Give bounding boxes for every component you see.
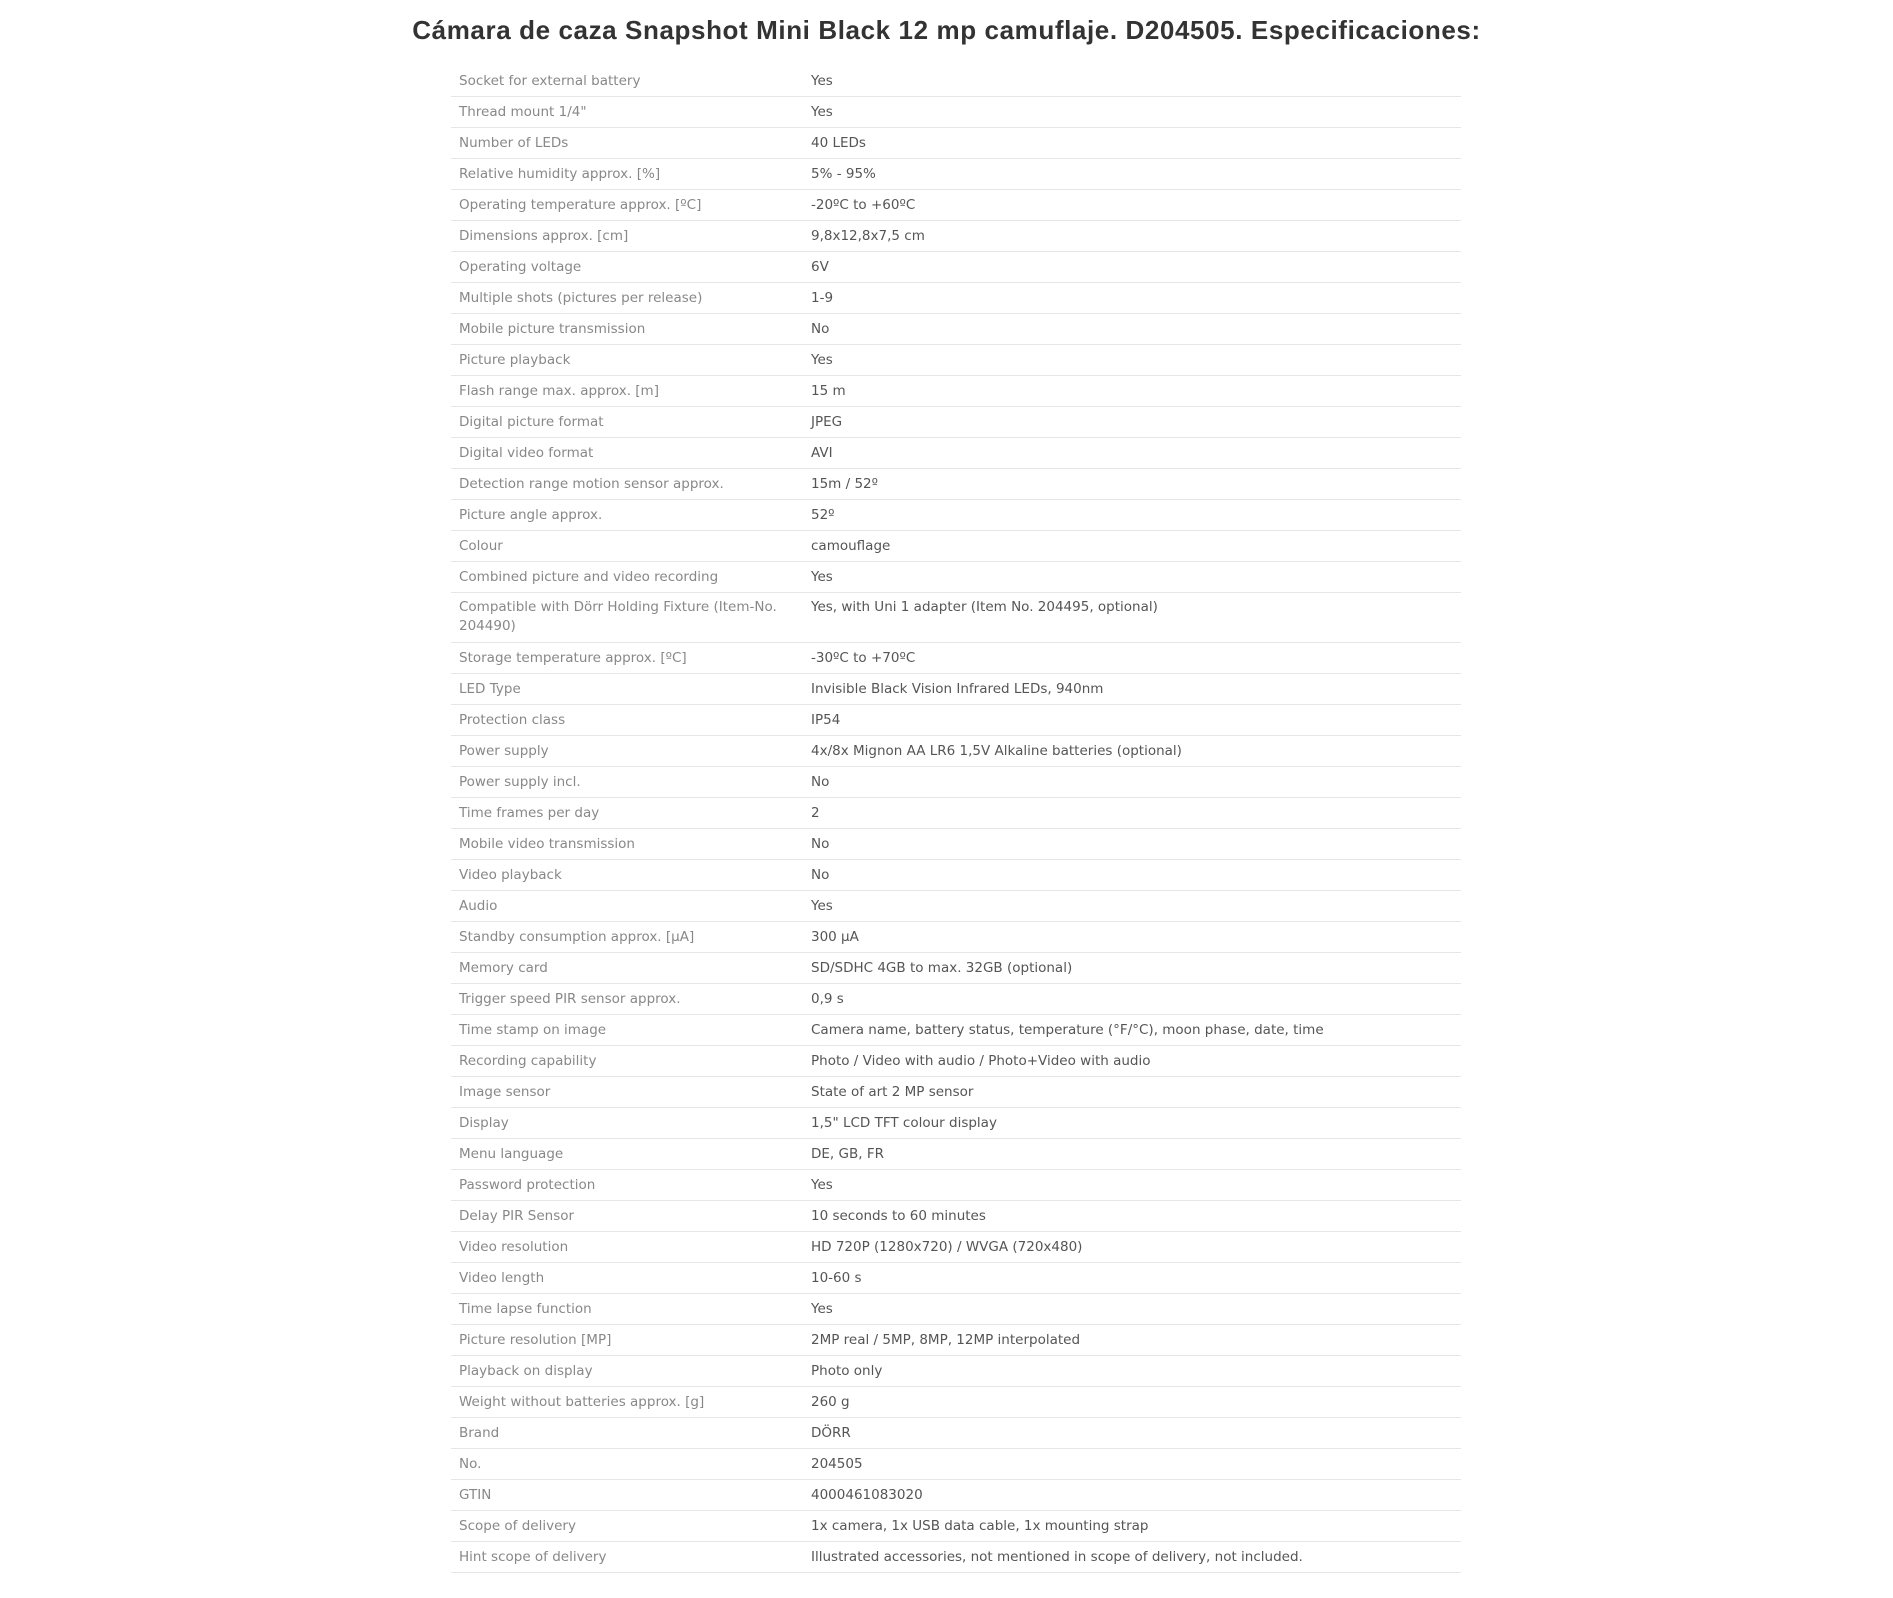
spec-row	[451, 1170, 1461, 1201]
spec-row	[451, 1325, 1461, 1356]
spec-row	[451, 705, 1461, 736]
spec-row	[451, 1139, 1461, 1170]
spec-value: 1x camera, 1x USB data cable, 1x mounting strap	[803, 1511, 1461, 1542]
spec-value: State of art 2 MP sensor	[803, 1077, 1461, 1108]
spec-row	[451, 953, 1461, 984]
spec-value: 2	[803, 798, 1461, 829]
spec-value: No	[803, 860, 1461, 891]
spec-value: 1-9	[803, 283, 1461, 314]
spec-value: Invisible Black Vision Infrared LEDs, 940nm	[803, 674, 1461, 705]
spec-row	[451, 1418, 1461, 1449]
spec-label: Digital video format	[451, 438, 803, 469]
spec-label: Flash range max. approx. [m]	[451, 376, 803, 407]
spec-row	[451, 97, 1461, 128]
spec-row	[451, 829, 1461, 860]
spec-label: Colour	[451, 531, 803, 562]
spec-row	[451, 159, 1461, 190]
spec-value: 300 µA	[803, 922, 1461, 953]
spec-label: Number of LEDs	[451, 128, 803, 159]
spec-value: 4x/8x Mignon AA LR6 1,5V Alkaline batteries (optional)	[803, 736, 1461, 767]
specifications-table-body	[451, 66, 1461, 1573]
page-title: Cámara de caza Snapshot Mini Black 12 mp camuflaje. D204505. Especificaciones:	[412, 15, 1481, 45]
spec-row	[451, 1449, 1461, 1480]
spec-value: 1,5" LCD TFT colour display	[803, 1108, 1461, 1139]
spec-row	[451, 1108, 1461, 1139]
spec-row	[451, 1263, 1461, 1294]
spec-value: -20ºC to +60ºC	[803, 190, 1461, 221]
spec-value: 9,8x12,8x7,5 cm	[803, 221, 1461, 252]
spec-label: Digital picture format	[451, 407, 803, 438]
spec-value: 2MP real / 5MP, 8MP, 12MP interpolated	[803, 1325, 1461, 1356]
spec-value: 4000461083020	[803, 1480, 1461, 1511]
spec-label: Video playback	[451, 860, 803, 891]
spec-label: Dimensions approx. [cm]	[451, 221, 803, 252]
spec-value: 6V	[803, 252, 1461, 283]
spec-label: Operating voltage	[451, 252, 803, 283]
spec-row	[451, 1387, 1461, 1418]
spec-row	[451, 891, 1461, 922]
spec-value: JPEG	[803, 407, 1461, 438]
spec-label: Power supply incl.	[451, 767, 803, 798]
spec-value: 5% - 95%	[803, 159, 1461, 190]
spec-row	[451, 66, 1461, 97]
spec-row	[451, 1232, 1461, 1263]
spec-row	[451, 376, 1461, 407]
spec-value: AVI	[803, 438, 1461, 469]
spec-value: IP54	[803, 705, 1461, 736]
spec-value: Yes	[803, 1294, 1461, 1325]
spec-label: Relative humidity approx. [%]	[451, 159, 803, 190]
spec-label: Multiple shots (pictures per release)	[451, 283, 803, 314]
spec-label: Power supply	[451, 736, 803, 767]
spec-label: Thread mount 1/4"	[451, 97, 803, 128]
spec-row	[451, 1077, 1461, 1108]
spec-row	[451, 1015, 1461, 1046]
spec-row	[451, 190, 1461, 221]
spec-value: 0,9 s	[803, 984, 1461, 1015]
spec-label: Time lapse function	[451, 1294, 803, 1325]
spec-row	[451, 1480, 1461, 1511]
spec-value: -30ºC to +70ºC	[803, 643, 1461, 674]
spec-row	[451, 128, 1461, 159]
spec-row	[451, 531, 1461, 562]
spec-label: Delay PIR Sensor	[451, 1201, 803, 1232]
spec-label: GTIN	[451, 1480, 803, 1511]
spec-row	[451, 438, 1461, 469]
spec-row	[451, 643, 1461, 674]
spec-value: camouflage	[803, 531, 1461, 562]
spec-row	[451, 221, 1461, 252]
spec-label: Memory card	[451, 953, 803, 984]
spec-row	[451, 252, 1461, 283]
spec-row	[451, 736, 1461, 767]
spec-row	[451, 345, 1461, 376]
spec-label: Detection range motion sensor approx.	[451, 469, 803, 500]
spec-value: Illustrated accessories, not mentioned in scope of delivery, not included.	[803, 1542, 1461, 1573]
spec-label: Standby consumption approx. [µA]	[451, 922, 803, 953]
spec-label: Brand	[451, 1418, 803, 1449]
spec-row	[451, 593, 1461, 643]
spec-value: Yes	[803, 562, 1461, 593]
spec-value: No	[803, 829, 1461, 860]
spec-row	[451, 469, 1461, 500]
spec-row	[451, 798, 1461, 829]
spec-value: Photo only	[803, 1356, 1461, 1387]
spec-label: Protection class	[451, 705, 803, 736]
spec-label: Combined picture and video recording	[451, 562, 803, 593]
spec-value: 10 seconds to 60 minutes	[803, 1201, 1461, 1232]
spec-row	[451, 674, 1461, 705]
spec-label: Operating temperature approx. [ºC]	[451, 190, 803, 221]
spec-label: Socket for external battery	[451, 66, 803, 97]
spec-value: Yes	[803, 345, 1461, 376]
spec-value: Yes, with Uni 1 adapter (Item No. 204495, optional)	[803, 593, 1461, 643]
specifications-table	[451, 66, 1461, 1573]
spec-value: Yes	[803, 1170, 1461, 1201]
spec-value: 10-60 s	[803, 1263, 1461, 1294]
spec-value: 52º	[803, 500, 1461, 531]
spec-value: HD 720P (1280x720) / WVGA (720x480)	[803, 1232, 1461, 1263]
spec-label: Weight without batteries approx. [g]	[451, 1387, 803, 1418]
spec-label: Hint scope of delivery	[451, 1542, 803, 1573]
spec-row	[451, 860, 1461, 891]
spec-label: Time frames per day	[451, 798, 803, 829]
spec-value: Camera name, battery status, temperature (°F/°C), moon phase, date, time	[803, 1015, 1461, 1046]
spec-row	[451, 500, 1461, 531]
spec-label: Picture angle approx.	[451, 500, 803, 531]
spec-value: DE, GB, FR	[803, 1139, 1461, 1170]
spec-row	[451, 767, 1461, 798]
spec-row	[451, 1542, 1461, 1573]
spec-label: Video resolution	[451, 1232, 803, 1263]
spec-row	[451, 407, 1461, 438]
spec-row	[451, 1511, 1461, 1542]
spec-row	[451, 1046, 1461, 1077]
spec-value: Yes	[803, 891, 1461, 922]
spec-label: Picture playback	[451, 345, 803, 376]
spec-row	[451, 314, 1461, 345]
spec-row	[451, 1356, 1461, 1387]
spec-value: 204505	[803, 1449, 1461, 1480]
spec-value: Yes	[803, 66, 1461, 97]
spec-value: 40 LEDs	[803, 128, 1461, 159]
spec-value: SD/SDHC 4GB to max. 32GB (optional)	[803, 953, 1461, 984]
spec-label: Display	[451, 1108, 803, 1139]
spec-value: No	[803, 767, 1461, 798]
spec-row	[451, 562, 1461, 593]
spec-label: Audio	[451, 891, 803, 922]
spec-label: Mobile picture transmission	[451, 314, 803, 345]
spec-label: Mobile video transmission	[451, 829, 803, 860]
spec-value: Yes	[803, 97, 1461, 128]
spec-label: Time stamp on image	[451, 1015, 803, 1046]
spec-row	[451, 1201, 1461, 1232]
spec-label: No.	[451, 1449, 803, 1480]
spec-label: Trigger speed PIR sensor approx.	[451, 984, 803, 1015]
spec-value: No	[803, 314, 1461, 345]
spec-label: LED Type	[451, 674, 803, 705]
spec-value: 15m / 52º	[803, 469, 1461, 500]
spec-label: Video length	[451, 1263, 803, 1294]
spec-value: DÖRR	[803, 1418, 1461, 1449]
spec-value: Photo / Video with audio / Photo+Video with audio	[803, 1046, 1461, 1077]
spec-label: Scope of delivery	[451, 1511, 803, 1542]
spec-value: 15 m	[803, 376, 1461, 407]
spec-label: Recording capability	[451, 1046, 803, 1077]
spec-row	[451, 1294, 1461, 1325]
spec-label: Menu language	[451, 1139, 803, 1170]
spec-label: Password protection	[451, 1170, 803, 1201]
spec-row	[451, 283, 1461, 314]
spec-row	[451, 922, 1461, 953]
spec-label: Compatible with Dörr Holding Fixture (Item-No. 204490)	[451, 593, 803, 643]
spec-label: Storage temperature approx. [ºC]	[451, 643, 803, 674]
spec-label: Picture resolution [MP]	[451, 1325, 803, 1356]
spec-row	[451, 984, 1461, 1015]
spec-value: 260 g	[803, 1387, 1461, 1418]
spec-label: Image sensor	[451, 1077, 803, 1108]
spec-label: Playback on display	[451, 1356, 803, 1387]
